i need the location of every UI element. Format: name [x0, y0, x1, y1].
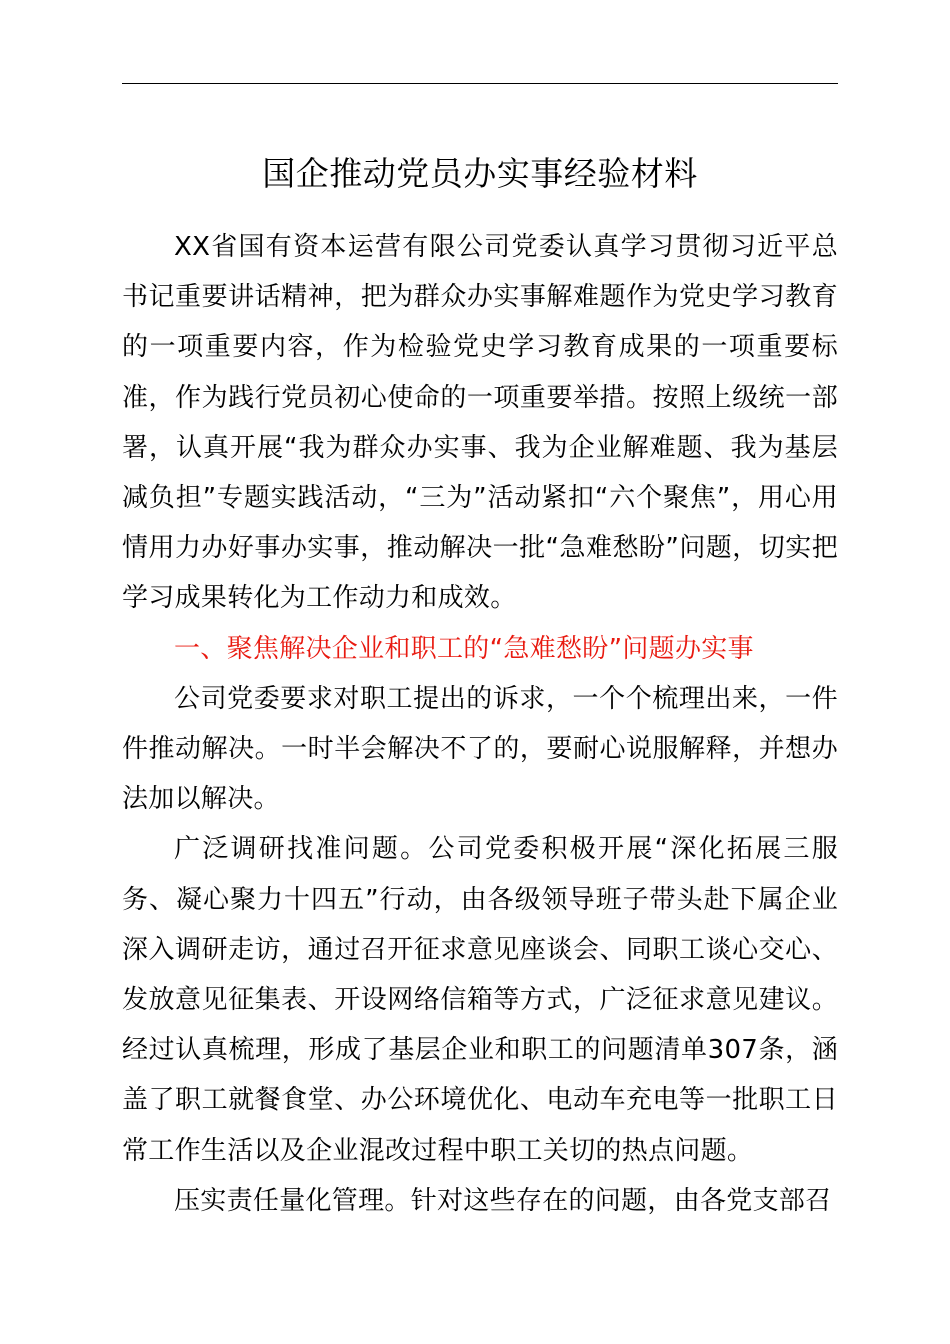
document-body — [122, 222, 838, 1226]
header-rule — [122, 83, 838, 84]
document-title: 国企推动党员办实事经验材料 — [262, 154, 698, 193]
paragraph-requirements: 公司党委要求对职工提出的诉求，一个个梳理出来，一件件推动解决。一时半会解决不了的，要耐心说服解释，并想办法加以解决。 — [122, 683, 838, 815]
paragraph-responsibility: 压实责任量化管理。针对这些存在的问题，由各党支部召 — [174, 1185, 832, 1216]
paragraph-research: 广泛调研找准问题。公司党委积极开展“深化拓展三服务、凝心聚力十四五”行动，由各级领导班子带头赴下属企业深入调研走访，通过召开征求意见座谈会、同职工谈心交心、发放意见征集表、开设网络信箱等方式，广泛征求意见建议。经过认真梳理，形成了基层企业和职工的问题清单307条，涵盖了职工就餐食堂、办公环境优化、电动车充电等一批职工日常工作生活以及企业混改过程中职工关切的热点问题。 — [122, 834, 838, 1166]
paragraph-intro: XX省国有资本运营有限公司党委认真学习贯彻习近平总书记重要讲话精神，把为群众办实事解难题作为党史学习教育的一项重要内容，作为检验党史学习教育成果的一项重要标准，作为践行党员初心使命的一项重要举措。按照上级统一部署，认真开展“我为群众办实事、我为企业解难题、我为基层减负担”专题实践活动，“三为”活动紧扣“六个聚焦”，用心用情用力办好事办实事，推动解决一批“急难愁盼”问题，切实把学习成果转化为工作动力和成效。 — [122, 232, 838, 614]
section-heading-1: 一、聚焦解决企业和职工的“急难愁盼”问题办实事 — [174, 633, 754, 664]
